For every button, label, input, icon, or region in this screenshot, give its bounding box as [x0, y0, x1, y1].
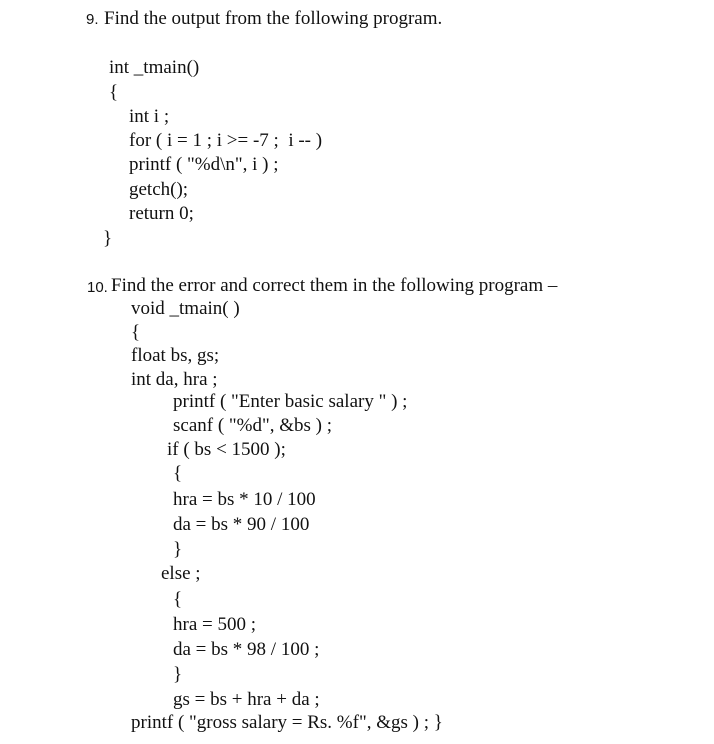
code-line: hra = bs * 10 / 100: [173, 489, 316, 510]
code-line: else ;: [161, 563, 201, 584]
code-line: hra = 500 ;: [173, 614, 257, 635]
code-line: if ( bs < 1500 );: [167, 439, 286, 460]
question-10-number: 10.: [87, 279, 108, 296]
code-line: {: [173, 589, 183, 610]
code-line: for ( i = 1 ; i >= -7 ; i -- ): [129, 130, 323, 151]
code-line: }: [103, 228, 113, 249]
question-9-text: Find the output from the following program.: [104, 8, 443, 29]
code-line: }: [173, 539, 183, 560]
code-line: void _tmain( ): [131, 298, 240, 319]
code-line: da = bs * 98 / 100 ;: [173, 639, 320, 660]
code-line: da = bs * 90 / 100: [173, 514, 310, 535]
code-line: int da, hra ;: [131, 369, 218, 390]
code-line: float bs, gs;: [131, 345, 220, 366]
code-line: {: [173, 463, 183, 484]
code-line: {: [131, 322, 141, 343]
code-line: int i ;: [129, 106, 170, 127]
code-line: }: [173, 664, 183, 685]
question-9-number: 9.: [86, 11, 99, 28]
code-line: int _tmain(): [109, 57, 200, 78]
question-10-text: Find the error and correct them in the following program –: [111, 275, 558, 296]
code-line: printf ( "%d\n", i ) ;: [129, 154, 279, 175]
code-line: getch();: [129, 179, 189, 200]
code-line: {: [109, 82, 119, 103]
code-line: printf ( "Enter basic salary " ) ;: [173, 391, 408, 412]
code-line: return 0;: [129, 203, 194, 224]
code-line: scanf ( "%d", &bs ) ;: [173, 415, 333, 436]
code-line: gs = bs + hra + da ;: [173, 689, 320, 710]
code-line: printf ( "gross salary = Rs. %f", &gs ) ; }: [131, 712, 443, 733]
